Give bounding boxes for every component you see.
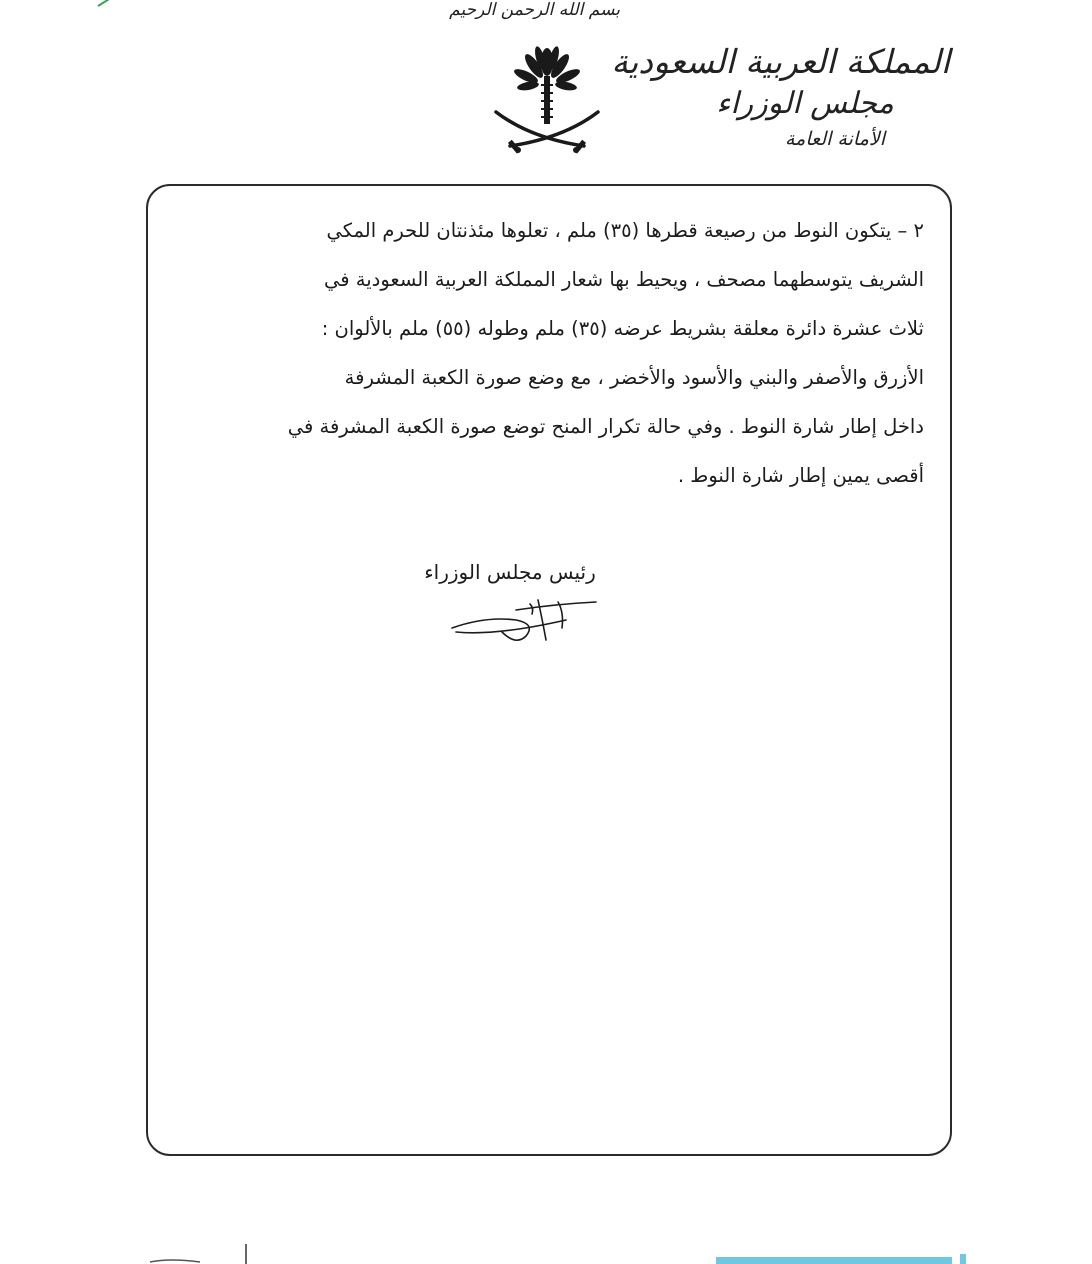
footer-mark bbox=[140, 1242, 260, 1264]
saudi-emblem-icon bbox=[490, 42, 604, 162]
letterhead-council: مجلس الوزراء bbox=[716, 86, 894, 121]
article-line: داخل إطار شارة النوط . وفي حالة تكرار المنح توضع صورة الكعبة المشرفة في bbox=[287, 415, 924, 438]
footer-stamp-edge bbox=[716, 1254, 978, 1264]
signature-block bbox=[400, 552, 640, 662]
basmala: بسم الله الرحمن الرحيم bbox=[449, 0, 620, 20]
letterhead bbox=[611, 40, 950, 170]
signatory-title: رئيس مجلس الوزراء bbox=[424, 560, 596, 584]
article-line: الأزرق والأصفر والبني والأسود والأخضر ، مع وضع صورة الكعبة المشرفة bbox=[344, 366, 924, 389]
letterhead-secretariat: الأمانة العامة bbox=[785, 128, 885, 150]
article-line: الشريف يتوسطهما مصحف ، ويحيط بها شعار المملكة العربية السعودية في bbox=[324, 268, 924, 291]
article-line: ثلاث عشرة دائرة معلقة بشريط عرضه (٣٥) ملم وطوله (٥٥) ملم بالألوان : bbox=[321, 317, 924, 340]
article-line: ٢ – يتكون النوط من رصيعة قطرها (٣٥) ملم ، تعلوها مئذنتان للحرم المكي bbox=[326, 219, 924, 242]
corner-mark-icon bbox=[96, 0, 116, 8]
letterhead-country: المملكة العربية السعودية bbox=[611, 42, 950, 81]
article-text bbox=[176, 206, 924, 500]
signature-mark bbox=[446, 592, 602, 654]
article-line: أقصى يمين إطار شارة النوط . bbox=[677, 464, 924, 487]
